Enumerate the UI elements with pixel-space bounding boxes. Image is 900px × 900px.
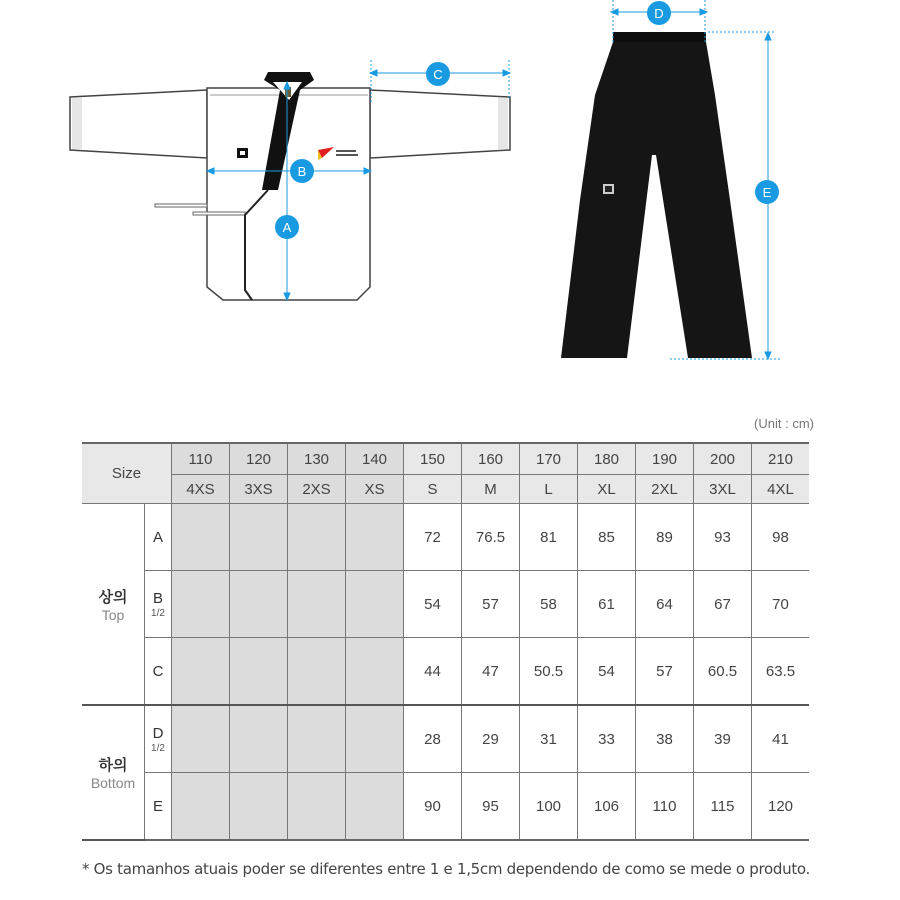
value-cell: 76.5 — [462, 504, 520, 571]
table-row-d — [82, 705, 809, 773]
row-key-half: 1/2 — [151, 742, 165, 754]
value-cell: 70 — [752, 571, 810, 638]
value-cell: 57 — [636, 638, 694, 706]
value-cell: 41 — [752, 705, 810, 773]
height-cell: 110 — [172, 443, 230, 475]
group-top-label — [82, 504, 145, 706]
value-cell: 38 — [636, 705, 694, 773]
value-cell — [288, 773, 346, 841]
row-key-letter: A — [152, 528, 163, 546]
value-cell — [172, 504, 230, 571]
badge-e-text: E — [762, 185, 772, 200]
value-cell — [346, 705, 404, 773]
value-cell — [346, 773, 404, 841]
value-cell — [172, 571, 230, 638]
row-key-letter: D — [152, 724, 164, 742]
value-cell — [172, 705, 230, 773]
value-cell: 100 — [520, 773, 578, 841]
badge-a-text: A — [282, 220, 292, 235]
table-row-b — [82, 571, 809, 638]
label-badge-e — [755, 180, 779, 204]
table-row-e — [82, 773, 809, 841]
height-cell: 190 — [636, 443, 694, 475]
size-cell: 3XL — [694, 475, 752, 504]
row-key — [145, 638, 172, 706]
value-cell: 120 — [752, 773, 810, 841]
size-cell: 3XS — [230, 475, 288, 504]
value-cell — [172, 638, 230, 706]
value-cell: 31 — [520, 705, 578, 773]
row-key-letter: E — [152, 797, 163, 815]
row-key — [145, 504, 172, 571]
value-cell: 61 — [578, 571, 636, 638]
size-cell: 4XS — [172, 475, 230, 504]
row-key-letter: C — [152, 662, 164, 680]
value-cell: 67 — [694, 571, 752, 638]
height-cell: 140 — [346, 443, 404, 475]
value-cell: 110 — [636, 773, 694, 841]
size-header: Size — [82, 443, 172, 504]
value-cell — [288, 638, 346, 706]
footnote: * Os tamanhos atuais poder se diferentes entre 1 e 1,5cm dependendo de como se mede o produto. — [82, 860, 811, 878]
value-cell — [230, 638, 288, 706]
size-cell: L — [520, 475, 578, 504]
value-cell: 44 — [404, 638, 462, 706]
size-cell: M — [462, 475, 520, 504]
unit-note: (Unit : cm) — [754, 416, 814, 431]
value-cell: 63.5 — [752, 638, 810, 706]
value-cell: 29 — [462, 705, 520, 773]
row-key-half: 1/2 — [151, 607, 165, 619]
value-cell: 47 — [462, 638, 520, 706]
height-cell: 130 — [288, 443, 346, 475]
value-cell: 106 — [578, 773, 636, 841]
label-badge-d — [647, 1, 671, 25]
group-bottom-ko: 하의 — [98, 757, 128, 774]
value-cell: 95 — [462, 773, 520, 841]
height-cell: 210 — [752, 443, 810, 475]
value-cell: 28 — [404, 705, 462, 773]
badge-c-text: C — [433, 67, 443, 82]
row-key — [145, 571, 172, 638]
height-cell: 160 — [462, 443, 520, 475]
size-cell: 2XS — [288, 475, 346, 504]
value-cell: 93 — [694, 504, 752, 571]
value-cell: 60.5 — [694, 638, 752, 706]
value-cell: 64 — [636, 571, 694, 638]
value-cell: 98 — [752, 504, 810, 571]
value-cell: 54 — [404, 571, 462, 638]
value-cell: 81 — [520, 504, 578, 571]
value-cell: 89 — [636, 504, 694, 571]
value-cell — [230, 773, 288, 841]
height-cell: 180 — [578, 443, 636, 475]
value-cell: 54 — [578, 638, 636, 706]
value-cell — [346, 504, 404, 571]
height-cell: 200 — [694, 443, 752, 475]
value-cell: 85 — [578, 504, 636, 571]
table-row-a — [82, 504, 809, 571]
row-key — [145, 773, 172, 841]
value-cell — [288, 705, 346, 773]
group-top-ko: 상의 — [98, 588, 128, 606]
value-cell — [230, 571, 288, 638]
pants-illustration — [561, 32, 752, 358]
jacket-illustration — [70, 72, 510, 300]
label-badge-c — [426, 62, 450, 86]
garment-diagram — [0, 0, 900, 380]
height-cell: 170 — [520, 443, 578, 475]
group-bottom-label — [82, 705, 145, 840]
value-cell: 58 — [520, 571, 578, 638]
group-top-en: Top — [101, 606, 125, 623]
row-key-letter: B — [152, 589, 163, 607]
value-cell: 50.5 — [520, 638, 578, 706]
badge-d-text: D — [654, 6, 664, 21]
height-cell: 150 — [404, 443, 462, 475]
value-cell — [230, 705, 288, 773]
value-cell — [346, 571, 404, 638]
header-row-sizes — [82, 475, 809, 504]
value-cell: 90 — [404, 773, 462, 841]
value-cell — [172, 773, 230, 841]
header-row-heights — [82, 443, 809, 475]
value-cell: 57 — [462, 571, 520, 638]
badge-b-text: B — [297, 164, 307, 179]
value-cell — [288, 504, 346, 571]
label-badge-a — [275, 215, 299, 239]
size-cell: 4XL — [752, 475, 810, 504]
value-cell — [288, 571, 346, 638]
height-cell: 120 — [230, 443, 288, 475]
size-cell: XL — [578, 475, 636, 504]
table-row-c — [82, 638, 809, 706]
group-bottom-en: Bottom — [90, 775, 136, 791]
value-cell: 33 — [578, 705, 636, 773]
value-cell: 72 — [404, 504, 462, 571]
label-badge-b — [290, 159, 314, 183]
value-cell — [230, 504, 288, 571]
size-cell: 2XL — [636, 475, 694, 504]
size-cell: S — [404, 475, 462, 504]
value-cell: 39 — [694, 705, 752, 773]
size-chart-table — [82, 442, 809, 841]
size-cell: XS — [346, 475, 404, 504]
value-cell: 115 — [694, 773, 752, 841]
value-cell — [346, 638, 404, 706]
row-key — [145, 705, 172, 773]
